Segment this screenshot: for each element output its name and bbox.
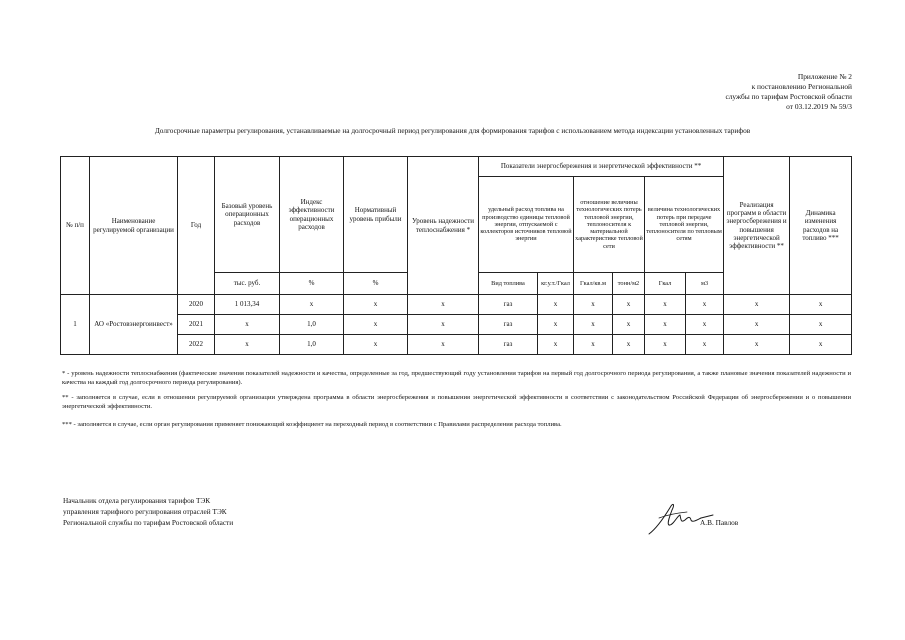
unit-loss-value-b: м3: [686, 273, 724, 295]
cell-year: 2020: [178, 295, 215, 315]
cell-year: 2022: [178, 335, 215, 355]
cell-loss-value-b: х: [686, 295, 724, 315]
cell-loss-ratio-b: х: [613, 315, 645, 335]
header-loss-ratio: отношение величины технологических потерь тепловой энергии, теплоносителя к материальной характеристике тепловой сети: [574, 177, 645, 273]
cell-fuel: х: [538, 315, 574, 335]
cell-index: 1,0: [280, 335, 344, 355]
unit-fuel: кг.у.т./Гкал: [538, 273, 574, 295]
cell-reliability: х: [408, 335, 479, 355]
header-base: Базовый уровень операционных расходов: [215, 157, 280, 273]
header-norm: Нормативный уровень прибыли: [344, 157, 408, 273]
header-energy-group: Показатели энергосбережения и энергетической эффективности **: [479, 157, 724, 177]
appendix-line-1: Приложение № 2: [797, 72, 852, 81]
cell-year: 2021: [178, 315, 215, 335]
cell-loss-value-a: х: [645, 295, 686, 315]
cell-fuel-type: газ: [479, 315, 538, 335]
unit-loss-value-a: Гкал: [645, 273, 686, 295]
signer-line-3: Региональной службы по тарифам Ростовской области: [63, 518, 234, 527]
cell-loss-ratio-a: х: [574, 295, 613, 315]
cell-fuel-type: газ: [479, 335, 538, 355]
signer-name: А.В. Павлов: [700, 518, 739, 527]
cell-index: х: [280, 295, 344, 315]
cell-loss-ratio-a: х: [574, 335, 613, 355]
header-program: Реализация программ в области энергосбережения и повышения энергетической эффективности **: [724, 157, 790, 295]
cell-fuel: х: [538, 295, 574, 315]
unit-loss-ratio-a: Гкал/кв.м: [574, 273, 613, 295]
header-dynamics: Динамика изменения расходов на топливо ***: [790, 157, 852, 295]
cell-loss-value-a: х: [645, 335, 686, 355]
footnote-2: ** - заполняется в случае, если в отношении регулируемой организации утверждена программа в области энергосбережения и повышения энергетической эффективности в соответствии с законодательством Российской Федерации об энергосбережении и о повышении энергетической эффективности.: [62, 394, 851, 410]
header-fuel: удельный расход топлива на производство единицы тепловой энергии, отпускаемой с коллекторов источников тепловой энергии: [479, 177, 574, 273]
cell-fuel: х: [538, 335, 574, 355]
table-row: [61, 315, 852, 335]
appendix-header: [725, 72, 852, 112]
cell-dynamics: х: [790, 295, 852, 315]
parameters-table: [60, 156, 852, 355]
signer-line-1: Начальник отдела регулирования тарифов ТЭК: [63, 496, 211, 505]
cell-loss-ratio-b: х: [613, 295, 645, 315]
row-org: АО «Ростовэнергоинвест»: [90, 295, 178, 355]
cell-base: х: [215, 335, 280, 355]
unit-loss-ratio-b: тонн/м2: [613, 273, 645, 295]
cell-loss-value-b: х: [686, 315, 724, 335]
cell-fuel-type: газ: [479, 295, 538, 315]
cell-norm: х: [344, 295, 408, 315]
cell-loss-value-b: х: [686, 335, 724, 355]
cell-program: х: [724, 335, 790, 355]
header-loss-value: величина технологических потерь при передаче тепловой энергии, теплоносителя по тепловым сетям: [645, 177, 724, 273]
cell-loss-ratio-a: х: [574, 315, 613, 335]
header-year: Год: [178, 157, 215, 295]
unit-fuel-type: Вид топлива: [479, 273, 538, 295]
header-org: Наименование регулируемой организации: [90, 157, 178, 295]
header-index: Индекс эффективности операционных расходов: [280, 157, 344, 273]
unit-base: тыс. руб.: [215, 273, 280, 295]
appendix-line-2: к постановлению Региональной: [751, 82, 852, 91]
appendix-line-4: от 03.12.2019 № 59/3: [786, 102, 852, 111]
cell-dynamics: х: [790, 335, 852, 355]
cell-base: 1 013,34: [215, 295, 280, 315]
cell-reliability: х: [408, 315, 479, 335]
table-row: [61, 335, 852, 355]
unit-norm: %: [344, 273, 408, 295]
cell-reliability: х: [408, 295, 479, 315]
cell-loss-ratio-b: х: [613, 335, 645, 355]
cell-loss-value-a: х: [645, 315, 686, 335]
row-num: 1: [61, 295, 90, 355]
cell-dynamics: х: [790, 315, 852, 335]
appendix-line-3: службы по тарифам Ростовской области: [725, 92, 852, 101]
cell-program: х: [724, 315, 790, 335]
cell-base: х: [215, 315, 280, 335]
header-num: № п/п: [61, 157, 90, 295]
cell-index: 1,0: [280, 315, 344, 335]
cell-norm: х: [344, 335, 408, 355]
unit-index: %: [280, 273, 344, 295]
header-reliability: Уровень надежности теплоснабжения *: [408, 157, 479, 295]
table-row: [61, 295, 852, 315]
signer-line-2: управления тарифного регулирования отраслей ТЭК: [63, 507, 227, 516]
footnote-1: * - уровень надежности теплоснабжения (фактические значения показателей надежности и качества, определенные за год, предшествующий году установления тарифов на первый год долгосрочного периода регулирования, а также плановые значения показателей надежности и качества на каждый год долгосрочного периода регулирования).: [62, 370, 851, 386]
cell-program: х: [724, 295, 790, 315]
signer-block: [63, 495, 233, 528]
document-title: Долгосрочные параметры регулирования, устанавливаемые на долгосрочный период регулирования для формирования тарифов с использованием метода индексации установленных тарифов: [154, 126, 751, 135]
footnote-3: *** - заполняется в случае, если орган регулирования применяет понижающий коэффициент на переходный период в соответствии с Правилами распределения расхода топлива.: [62, 421, 562, 428]
cell-norm: х: [344, 315, 408, 335]
